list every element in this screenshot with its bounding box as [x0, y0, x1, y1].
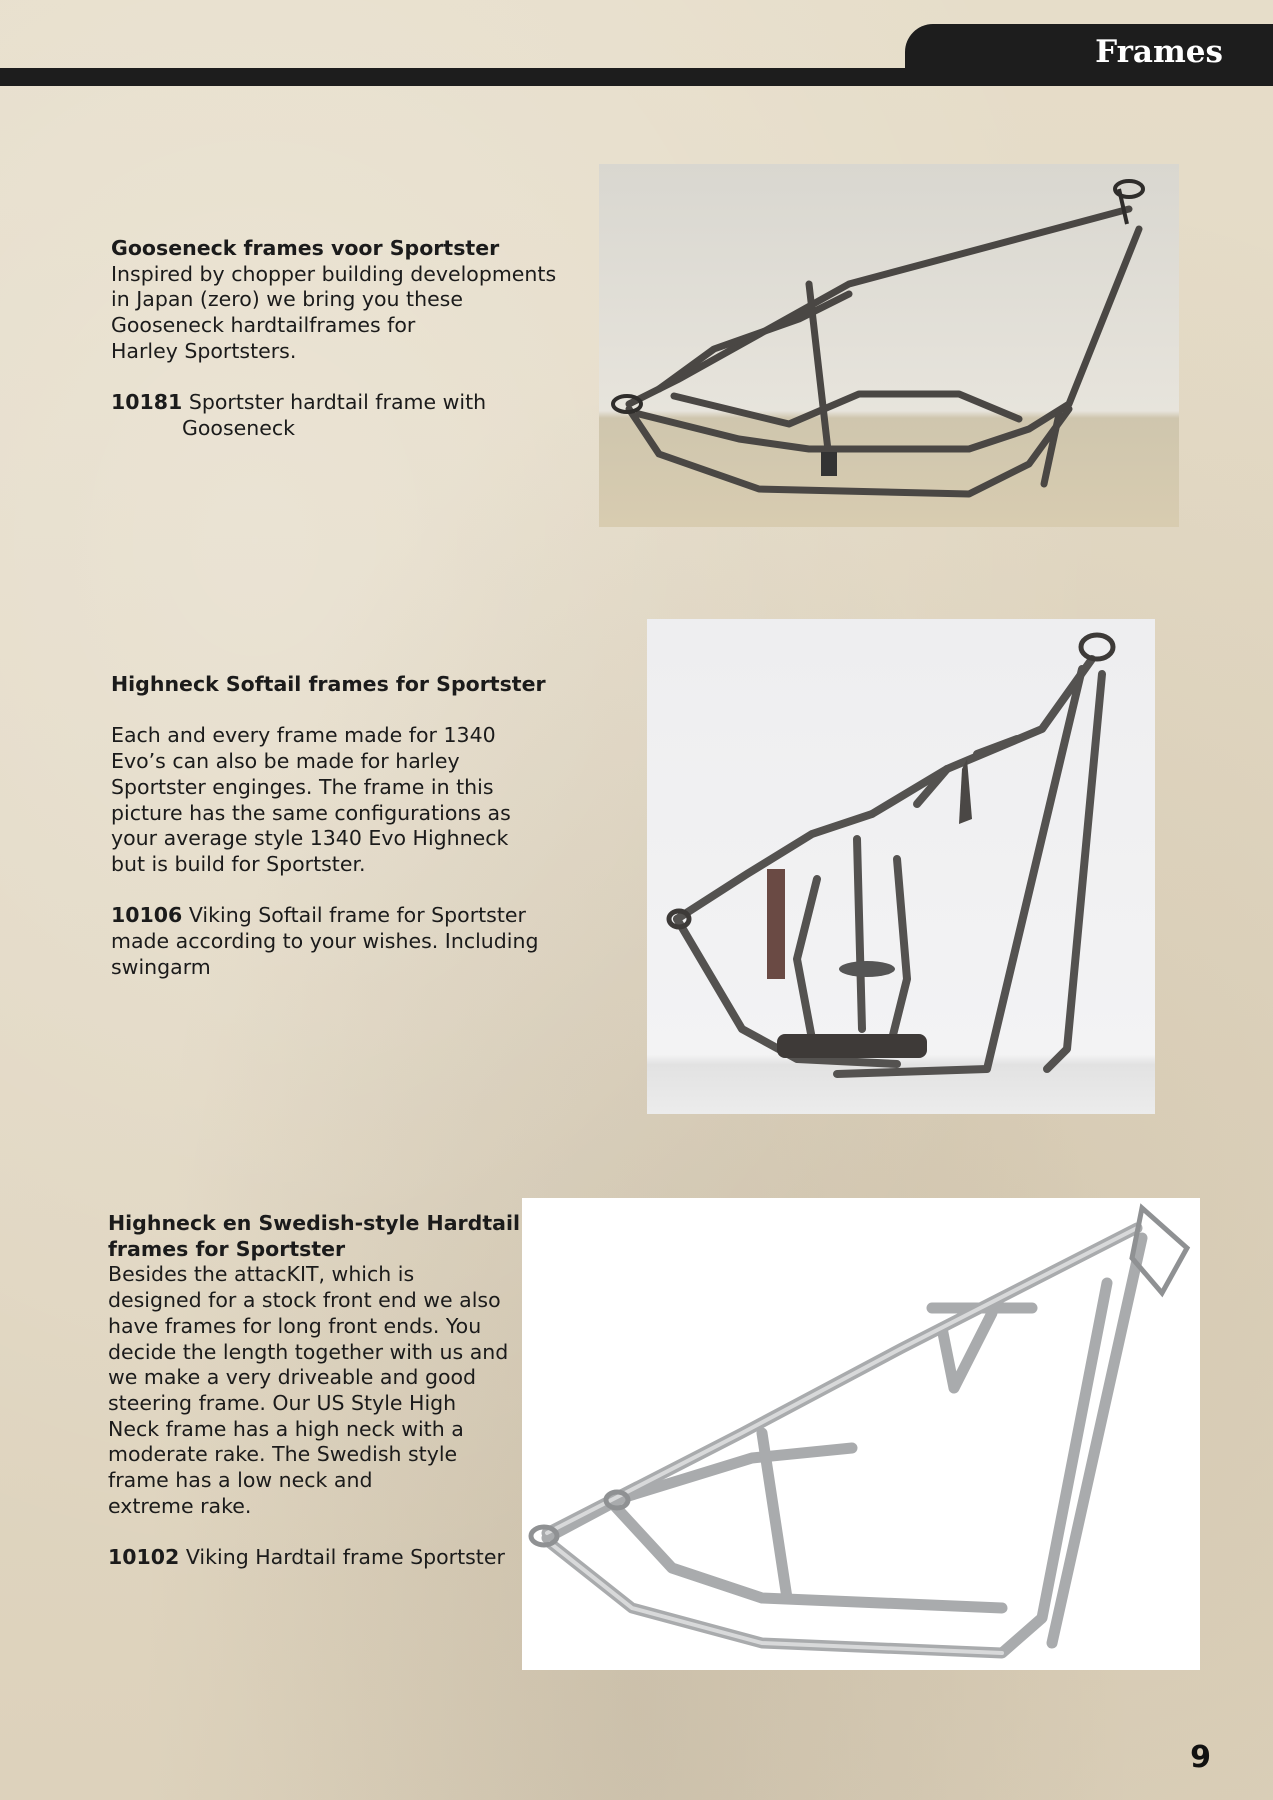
product-line: [111, 903, 571, 929]
section-heading: Gooseneck frames voor Sportster: [111, 236, 500, 260]
section-highneck-softail: [111, 672, 571, 980]
body-line: your average style 1340 Evo Highneck: [111, 826, 509, 851]
body-line: have frames for long front ends. You: [108, 1313, 482, 1338]
body-line: Each and every frame made for 1340: [111, 723, 496, 748]
body-line: Gooseneck hardtailframes for: [111, 313, 416, 338]
body-line: picture has the same configurations as: [111, 800, 511, 825]
body-line: but is build for Sportster.: [111, 851, 366, 876]
body-line: Besides the attacKIT, which is: [108, 1262, 415, 1287]
body-line: extreme rake.: [108, 1493, 252, 1518]
gooseneck-frame-photo: [599, 164, 1179, 527]
product-line: [108, 1545, 528, 1571]
page-number: 9: [1190, 1740, 1211, 1775]
body-line: Neck frame has a high neck with a: [108, 1416, 464, 1441]
body-line: steering frame. Our US Style High: [108, 1390, 457, 1415]
product-line: swingarm: [111, 954, 211, 979]
product-line: [111, 390, 571, 416]
product-line: made according to your wishes. Including: [111, 929, 539, 953]
section-swedish-hardtail: [108, 1211, 528, 1571]
body-line: moderate rake. The Swedish style: [108, 1442, 458, 1467]
section-gooseneck: [111, 236, 571, 442]
section-heading: Highneck en Swedish-style Hardtail: [108, 1211, 521, 1235]
product-text: Sportster hardtail frame with: [188, 390, 487, 415]
body-line: Harley Sportsters.: [111, 338, 297, 363]
product-code: 10102: [108, 1545, 180, 1570]
body-line: we make a very driveable and good: [108, 1365, 477, 1390]
product-text: Viking Hardtail frame Sportster: [185, 1545, 505, 1570]
product-line: Gooseneck: [182, 415, 296, 440]
product-code: 10181: [111, 390, 183, 415]
body-line: Evo’s can also be made for harley: [111, 749, 460, 774]
product-text: Viking Softail frame for Sportster: [188, 903, 526, 928]
page-title: Frames: [1095, 34, 1223, 70]
product-code: 10106: [111, 903, 183, 928]
body-line: designed for a stock front end we also: [108, 1288, 501, 1313]
hardtail-frame-render: [522, 1198, 1200, 1670]
body-line: Sportster enginges. The frame in this: [111, 774, 494, 799]
body-line: frame has a low neck and: [108, 1468, 373, 1493]
section-heading: Highneck Softail frames for Sportster: [111, 672, 546, 696]
body-line: in Japan (zero) we bring you these: [111, 287, 463, 312]
body-line: decide the length together with us and: [108, 1339, 509, 1364]
softail-frame-photo: [647, 619, 1155, 1114]
body-line: Inspired by chopper building developments: [111, 261, 557, 286]
section-heading: frames for Sportster: [108, 1236, 346, 1261]
